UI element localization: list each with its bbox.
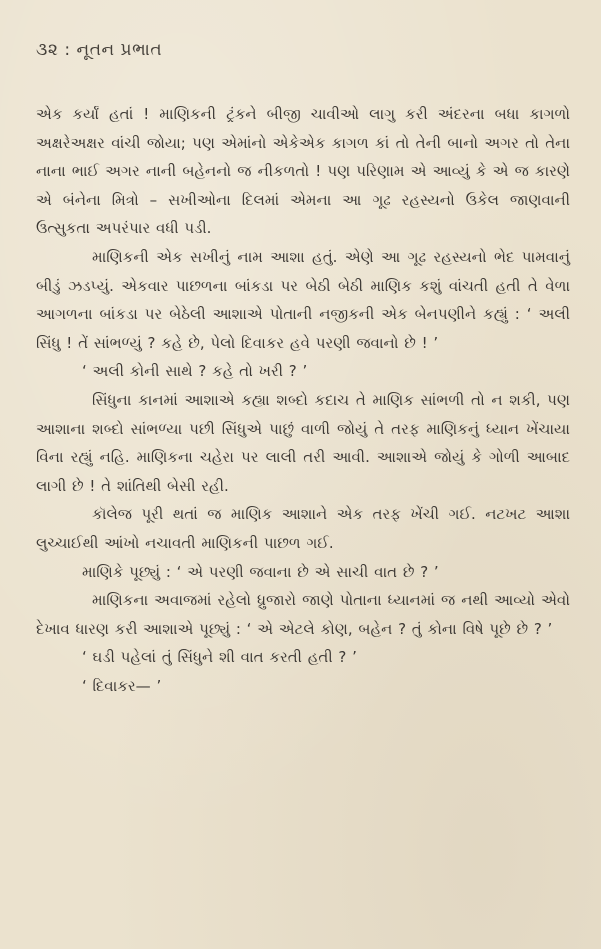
- body-text: [36, 100, 570, 700]
- paragraph-1: એક કર્યાં હતાં ! માણિકની ટ્રંકને બીજી ચાવીઓ લાગુ કરી અંદરના બધા કાગળો અક્ષરેઅક્ષર વાંચી જોયા; પણ એમાંનો એકેએક કાગળ કાં તો તેની બાનો અગર તો તેના નાના ભાઈ અગર નાની બહેનનો જ નીકળતો ! પણ પરિણામ એ આવ્યું કે એ જ કારણે એ બંનેના મિત્રો – સખીઓના દિલમાં એમના આ ગૂઢ રહસ્યનો ઉકેલ જાણવાની ઉત્સુકતા અપરંપાર વધી પડી.: [36, 105, 570, 238]
- dialogue-line-4: ‘ દિવાકર— ’: [82, 676, 162, 695]
- book-title: નૂતન પ્રભાત: [76, 40, 163, 60]
- paragraph-4: કૉલેજ પૂરી થતાં જ માણિક આશાને એક તરફ ખેંચી ગઈ. નટખટ આશા લુચ્ચાઈથી આંખો નચાવતી માણિકની પાછળ ગઈ.: [36, 505, 570, 552]
- dialogue-line-1: ‘ અલી કોની સાથે ? કહે તો ખરી ? ’: [82, 362, 308, 381]
- paragraph-3: સિંધુના કાનમાં આશાએ કહ્યા શબ્દો કદાચ તે માણિક સાંભળી તો ન શકી, પણ આશાના શબ્દો સાંભળ્યા પછી સિંધુએ પાછું વાળી જોયું તે તરફ માણિકનું ધ્યાન ખેંચાયા વિના રહ્યું નહિ. માણિકના ચહેરા પર લાલી તરી આવી. આશાએ જોયું કે ગોળી આબાદ લાગી છે ! તે શાંતિથી બેસી રહી.: [36, 390, 570, 495]
- dialogue-line-3: ‘ ઘડી પહેલાં તું સિંધુને શી વાત કરતી હતી ? ’: [82, 648, 357, 667]
- page-number: ૩૨: [36, 40, 59, 60]
- running-header: [36, 40, 162, 60]
- paragraph-2: માણિકની એક સખીનું નામ આશા હતું. એણે આ ગૂઢ રહસ્યનો ભેદ પામવાનું બીડું ઝડપ્યું. એકવાર પાછળના બાંકડા પર બેઠી બેઠી માણિક કશું વાંચતી હતી તે વેળા આગળના બાંકડા પર બેઠેલી આશાએ પોતાની નજીકની એક બેનપણીને કહ્યું : ‘ અલી સિંધુ ! તેં સાંભળ્યું ? કહે છે, પેલો દિવાકર હવે પરણી જવાનો છે ! ’: [36, 247, 570, 352]
- dialogue-line-2: માણિકે પૂછ્યું : ‘ એ પરણી જવાના છે એ સાચી વાત છે ? ’: [82, 562, 439, 581]
- paragraph-5: માણિકના અવાજમાં રહેલો ધ્રુજારો જાણે પોતાના ધ્યાનમાં જ નથી આવ્યો એવો દેખાવ ધારણ કરી આશાએ પૂછ્યું : ‘ એ એટલે કોણ, બહેન ? તું કોના વિષે પૂછે છે ? ’: [36, 591, 570, 638]
- header-separator: :: [64, 40, 71, 60]
